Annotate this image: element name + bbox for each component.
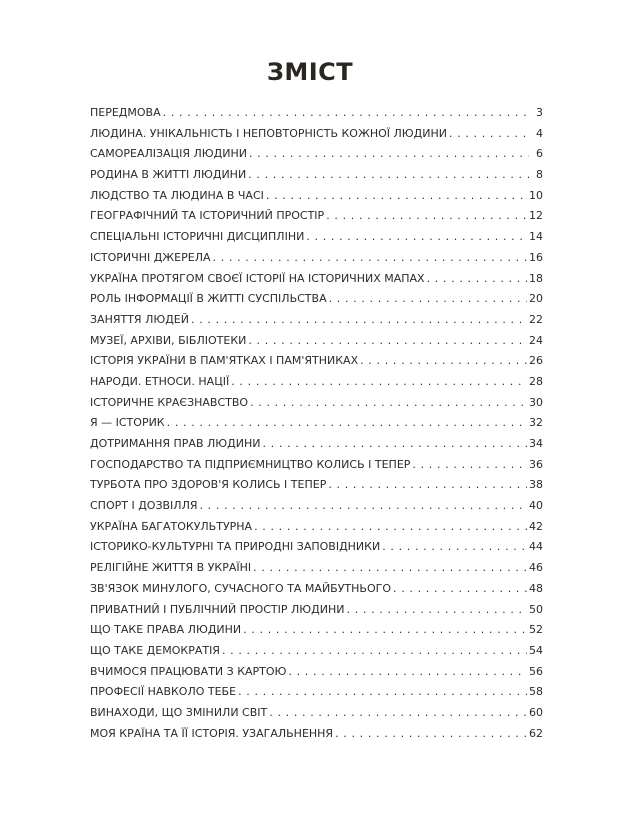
toc-dot-leader (238, 682, 527, 703)
toc-dot-leader (266, 186, 527, 207)
toc-entry-page-number: 62 (529, 726, 543, 740)
toc-entry (90, 393, 543, 414)
toc-entry-page-number: 46 (529, 561, 543, 575)
toc-entry (90, 724, 543, 745)
toc-entry-page-number: 40 (529, 499, 543, 513)
toc-entry-page-number: 24 (529, 333, 543, 347)
toc-dot-leader (254, 517, 527, 538)
toc-dot-leader (328, 475, 527, 496)
toc-entry-title: ВЧИМОСЯ ПРАЦЮВАТИ З КАРТОЮ (90, 664, 287, 678)
toc-dot-leader (199, 496, 527, 517)
toc-entry-page-number: 48 (529, 581, 543, 595)
toc-entry-page-number: 60 (529, 705, 543, 719)
toc-entry (90, 413, 543, 434)
toc-entry (90, 579, 543, 600)
toc-entry (90, 206, 543, 227)
toc-entry-title: ПРИВАТНИЙ І ПУБЛІЧНИЙ ПРОСТІР ЛЮДИНИ (90, 602, 345, 616)
toc-entry-page-number: 32 (529, 416, 543, 430)
toc-entry-title: ГОСПОДАРСТВО ТА ПІДПРИЄМНИЦТВО КОЛИСЬ І ТЕПЕР (90, 457, 411, 471)
toc-entry-title: РЕЛІГІЙНЕ ЖИТТЯ В УКРАЇНІ (90, 561, 252, 575)
toc-entry (90, 310, 543, 331)
toc-entry-title: МОЯ КРАЇНА ТА ЇЇ ІСТОРІЯ. УЗАГАЛЬНЕННЯ (90, 726, 334, 740)
toc-dot-leader (329, 289, 527, 310)
toc-dot-leader (382, 537, 527, 558)
toc-dot-leader (427, 269, 527, 290)
table-of-contents (90, 103, 543, 744)
toc-entry (90, 641, 543, 662)
toc-entry-title: ЗАНЯТТЯ ЛЮДЕЙ (90, 312, 189, 326)
toc-entry (90, 475, 543, 496)
toc-entry-title: СПОРТ І ДОЗВІЛЛЯ (90, 499, 198, 513)
toc-entry-title: ЛЮДИНА. УНІКАЛЬНІСТЬ І НЕПОВТОРНІСТЬ КОЖНОЇ ЛЮДИНИ (90, 126, 447, 140)
toc-entry (90, 682, 543, 703)
toc-entry (90, 165, 543, 186)
toc-entry-page-number: 14 (529, 230, 543, 244)
toc-entry-page-number: 52 (529, 623, 543, 637)
toc-entry-title: НАРОДИ. ЕТНОСИ. НАЦІЇ (90, 374, 230, 388)
page-title: ЗМІСТ (266, 58, 354, 86)
toc-entry (90, 124, 543, 145)
toc-entry-page-number: 58 (529, 685, 543, 699)
toc-dot-leader (163, 103, 529, 124)
toc-entry-page-number: 44 (529, 540, 543, 554)
toc-entry-title: ПРОФЕСІЇ НАВКОЛО ТЕБЕ (90, 685, 237, 699)
toc-entry-page-number: 20 (529, 292, 543, 306)
toc-entry (90, 662, 543, 683)
toc-dot-leader (167, 413, 527, 434)
toc-entry-page-number: 12 (529, 209, 543, 223)
toc-entry-title: ЛЮДСТВО ТА ЛЮДИНА В ЧАСІ (90, 188, 264, 202)
toc-entry-title: ВИНАХОДИ, ЩО ЗМІНИЛИ СВІТ (90, 705, 268, 719)
toc-entry (90, 372, 543, 393)
toc-entry-page-number: 26 (529, 354, 543, 368)
toc-entry (90, 434, 543, 455)
toc-entry (90, 248, 543, 269)
toc-entry-page-number: 30 (529, 395, 543, 409)
toc-dot-leader (393, 579, 527, 600)
toc-dot-leader (412, 455, 527, 476)
toc-dot-leader (222, 641, 527, 662)
toc-entry-page-number: 42 (529, 519, 543, 533)
toc-entry-page-number: 22 (529, 312, 543, 326)
toc-entry-page-number: 18 (529, 271, 543, 285)
toc-dot-leader (248, 165, 529, 186)
toc-entry-title: ТУРБОТА ПРО ЗДОРОВ'Я КОЛИСЬ І ТЕПЕР (90, 478, 327, 492)
toc-entry-title: ДОТРИМАННЯ ПРАВ ЛЮДИНИ (90, 437, 261, 450)
toc-entry-title: Я — ІСТОРИК (90, 416, 165, 430)
toc-entry-page-number: 54 (529, 643, 543, 657)
toc-entry (90, 269, 543, 290)
toc-entry (90, 496, 543, 517)
toc-dot-leader (250, 393, 527, 414)
toc-entry-title: САМОРЕАЛІЗАЦІЯ ЛЮДИНИ (90, 147, 247, 161)
toc-entry (90, 227, 543, 248)
toc-dot-leader (249, 144, 529, 165)
toc-dot-leader (231, 372, 527, 393)
toc-entry (90, 537, 543, 558)
toc-entry-page-number: 16 (529, 250, 543, 264)
toc-entry (90, 351, 543, 372)
toc-entry (90, 455, 543, 476)
toc-dot-leader (335, 724, 527, 745)
toc-dot-leader (288, 662, 527, 683)
toc-entry-title: ІСТОРИЧНІ ДЖЕРЕЛА (90, 250, 211, 264)
toc-entry-page-number: 56 (529, 664, 543, 678)
toc-dot-leader (191, 310, 527, 331)
toc-entry (90, 289, 543, 310)
toc-entry (90, 517, 543, 538)
toc-entry-title: ІСТОРИЧНЕ КРАЄЗНАВСТВО (90, 395, 249, 409)
toc-entry-page-number: 3 (536, 106, 543, 119)
toc-entry-page-number: 28 (529, 374, 543, 388)
toc-dot-leader (269, 703, 527, 724)
toc-entry-title: ІСТОРІЯ УКРАЇНИ В ПАМ'ЯТКАХ І ПАМ'ЯТНИКАХ (90, 354, 359, 368)
toc-entry (90, 600, 543, 621)
toc-entry (90, 558, 543, 579)
toc-entry-title: ЩО ТАКЕ ПРАВА ЛЮДИНИ (90, 623, 242, 637)
toc-entry-page-number: 36 (529, 457, 543, 471)
toc-entry (90, 103, 543, 124)
toc-dot-leader (253, 558, 527, 579)
toc-entry-title: РОДИНА В ЖИТТІ ЛЮДИНИ (90, 168, 247, 182)
toc-dot-leader (326, 206, 527, 227)
toc-entry-page-number: 4 (536, 126, 543, 140)
toc-dot-leader (213, 248, 528, 269)
toc-entry-page-number: 50 (529, 602, 543, 616)
toc-entry (90, 331, 543, 352)
toc-entry (90, 186, 543, 207)
toc-dot-leader (347, 600, 528, 621)
toc-entry-title: РОЛЬ ІНФОРМАЦІЇ В ЖИТТІ СУСПІЛЬСТВА (90, 292, 327, 306)
toc-dot-leader (449, 124, 529, 145)
toc-entry-page-number: 34 (529, 437, 543, 450)
toc-entry (90, 144, 543, 165)
toc-dot-leader (262, 434, 527, 455)
toc-entry-title: ЗВ'ЯЗОК МИНУЛОГО, СУЧАСНОГО ТА МАЙБУТНЬОГО (90, 581, 391, 595)
toc-entry-title: ІСТОРИКО-КУЛЬТУРНІ ТА ПРИРОДНІ ЗАПОВІДНИКИ (90, 540, 381, 554)
toc-entry-title: СПЕЦІАЛЬНІ ІСТОРИЧНІ ДИСЦИПЛІНИ (90, 230, 305, 244)
toc-entry-title: ГЕОГРАФІЧНИЙ ТА ІСТОРИЧНИЙ ПРОСТІР (90, 209, 325, 223)
toc-entry-page-number: 10 (529, 188, 543, 202)
toc-entry-title: МУЗЕЇ, АРХІВИ, БІБЛІОТЕКИ (90, 333, 247, 347)
toc-entry-page-number: 38 (529, 478, 543, 492)
toc-entry-title: ПЕРЕДМОВА (90, 106, 161, 119)
toc-entry (90, 620, 543, 641)
toc-entry (90, 703, 543, 724)
toc-entry-page-number: 6 (536, 147, 543, 161)
toc-dot-leader (306, 227, 527, 248)
toc-entry-title: УКРАЇНА БАГАТОКУЛЬТУРНА (90, 519, 253, 533)
toc-entry-title: УКРАЇНА ПРОТЯГОМ СВОЄЇ ІСТОРІЇ НА ІСТОРИЧНИХ МАПАХ (90, 271, 425, 285)
toc-dot-leader (360, 351, 527, 372)
toc-dot-leader (243, 620, 527, 641)
toc-entry-title: ЩО ТАКЕ ДЕМОКРАТІЯ (90, 643, 220, 657)
toc-dot-leader (248, 331, 527, 352)
toc-entry-page-number: 8 (536, 168, 543, 182)
